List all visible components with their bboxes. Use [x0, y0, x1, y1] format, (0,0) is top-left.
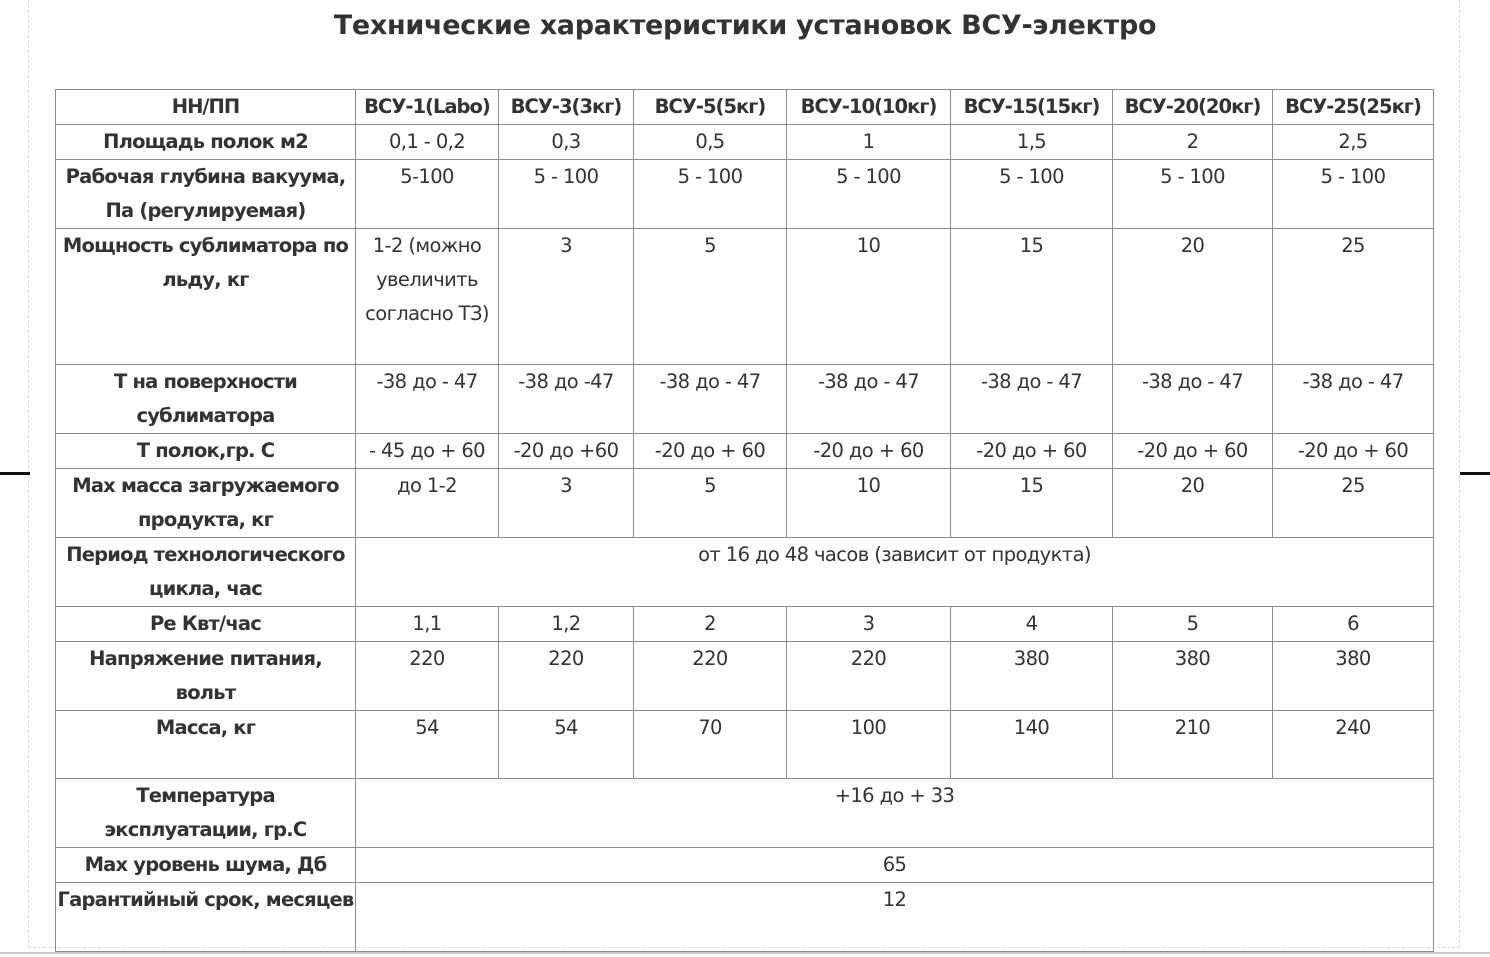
table-cell: 2: [634, 607, 787, 642]
table-row: [56, 848, 1434, 883]
table-row: [56, 883, 1434, 952]
table-cell: -20 до +60: [499, 434, 634, 469]
table-cell: - 45 до + 60: [356, 434, 499, 469]
table-cell: 70: [634, 711, 787, 779]
row-label: Max уровень шума, Дб: [56, 848, 356, 883]
table-cell: -38 до - 47: [787, 365, 951, 434]
table-cell: -20 до + 60: [1273, 434, 1434, 469]
table-cell: 25: [1273, 229, 1434, 365]
table-cell: 3: [787, 607, 951, 642]
table-cell: 10: [787, 469, 951, 538]
table-cell: 5 - 100: [634, 160, 787, 229]
table-cell: 220: [356, 642, 499, 711]
row-label: Ре Квт/час: [56, 607, 356, 642]
left-edge-marker: [0, 472, 30, 475]
table-cell: 210: [1113, 711, 1273, 779]
header-cell: ВСУ-3(3кг): [499, 90, 634, 125]
table-cell: 220: [787, 642, 951, 711]
table-cell: 1,2: [499, 607, 634, 642]
table-cell: 3: [499, 229, 634, 365]
table-cell: 5-100: [356, 160, 499, 229]
table-cell: 5 - 100: [499, 160, 634, 229]
row-label: Мощность сублиматора по льду, кг: [56, 229, 356, 365]
table-cell: 25: [1273, 469, 1434, 538]
row-label: Гарантийный срок, месяцев: [56, 883, 356, 952]
table-cell: -20 до + 60: [1113, 434, 1273, 469]
table-cell: 4: [951, 607, 1113, 642]
right-edge-marker: [1460, 472, 1490, 475]
header-cell: ВСУ-20(20кг): [1113, 90, 1273, 125]
table-cell: 0,1 - 0,2: [356, 125, 499, 160]
table-cell: 100: [787, 711, 951, 779]
table-cell: -38 до - 47: [951, 365, 1113, 434]
table-header-row: [56, 90, 1434, 125]
table-cell: 380: [951, 642, 1113, 711]
table-cell: до 1-2: [356, 469, 499, 538]
merged-cell: 12: [356, 883, 1434, 952]
table-row: [56, 365, 1434, 434]
header-cell: ВСУ-5(5кг): [634, 90, 787, 125]
table-cell: 20: [1113, 469, 1273, 538]
table-row: [56, 160, 1434, 229]
table-cell: 15: [951, 469, 1113, 538]
page-title: Технические характеристики установок ВСУ-электро: [333, 10, 1157, 41]
table-cell: 15: [951, 229, 1113, 365]
table-cell: 54: [356, 711, 499, 779]
table-cell: 5: [634, 229, 787, 365]
spec-table: [55, 89, 1434, 952]
table-cell: 1,1: [356, 607, 499, 642]
row-label: Масса, кг: [56, 711, 356, 779]
header-cell: ВСУ-15(15кг): [951, 90, 1113, 125]
table-row: [56, 229, 1434, 365]
table-cell: 140: [951, 711, 1113, 779]
table-cell: 380: [1273, 642, 1434, 711]
table-cell: -20 до + 60: [951, 434, 1113, 469]
table-cell: 1: [787, 125, 951, 160]
merged-cell: 65: [356, 848, 1434, 883]
table-cell: -38 до - 47: [356, 365, 499, 434]
table-row: [56, 434, 1434, 469]
table-cell: -38 до - 47: [1273, 365, 1434, 434]
row-label: Т на поверхности сублиматора: [56, 365, 356, 434]
table-cell: 6: [1273, 607, 1434, 642]
table-cell: 5 - 100: [1273, 160, 1434, 229]
table-row: [56, 779, 1434, 848]
table-cell: 3: [499, 469, 634, 538]
table-cell: 5 - 100: [951, 160, 1113, 229]
row-label: Температура эксплуатации, гр.С: [56, 779, 356, 848]
table-cell: 10: [787, 229, 951, 365]
table-cell: 2,5: [1273, 125, 1434, 160]
row-label: Напряжение питания, вольт: [56, 642, 356, 711]
table-row: [56, 125, 1434, 160]
bottom-divider: [0, 952, 1490, 954]
table-cell: 20: [1113, 229, 1273, 365]
table-cell: -38 до - 47: [1113, 365, 1273, 434]
table-cell: 220: [634, 642, 787, 711]
table-cell: -20 до + 60: [787, 434, 951, 469]
table-row: [56, 469, 1434, 538]
table-cell: -20 до + 60: [634, 434, 787, 469]
table-row: [56, 642, 1434, 711]
table-cell: 5 - 100: [1113, 160, 1273, 229]
table-cell: 220: [499, 642, 634, 711]
table-cell: 0,5: [634, 125, 787, 160]
table-cell: 2: [1113, 125, 1273, 160]
merged-cell: от 16 до 48 часов (зависит от продукта): [356, 538, 1434, 607]
merged-cell: +16 до + 33: [356, 779, 1434, 848]
header-cell: ВСУ-1(Labo): [356, 90, 499, 125]
table-cell: 1-2 (можно увеличить согласно ТЗ): [356, 229, 499, 365]
row-label: Площадь полок м2: [56, 125, 356, 160]
table-cell: -38 до -47: [499, 365, 634, 434]
row-label: Max масса загружаемого продукта, кг: [56, 469, 356, 538]
table-cell: 240: [1273, 711, 1434, 779]
header-cell: ВСУ-25(25кг): [1273, 90, 1434, 125]
table-cell: 1,5: [951, 125, 1113, 160]
table-cell: 380: [1113, 642, 1273, 711]
row-label: Рабочая глубина вакуума, Па (регулируемая): [56, 160, 356, 229]
table-row: [56, 607, 1434, 642]
table-cell: 54: [499, 711, 634, 779]
table-cell: 5: [1113, 607, 1273, 642]
row-label: Т полок,гр. С: [56, 434, 356, 469]
table-cell: -38 до - 47: [634, 365, 787, 434]
header-cell: ВСУ-10(10кг): [787, 90, 951, 125]
table-cell: 0,3: [499, 125, 634, 160]
table-row: [56, 711, 1434, 779]
row-label: Период технологического цикла, час: [56, 538, 356, 607]
table-cell: 5 - 100: [787, 160, 951, 229]
table-cell: 5: [634, 469, 787, 538]
table-row: [56, 538, 1434, 607]
header-cell: НН/ПП: [56, 90, 356, 125]
